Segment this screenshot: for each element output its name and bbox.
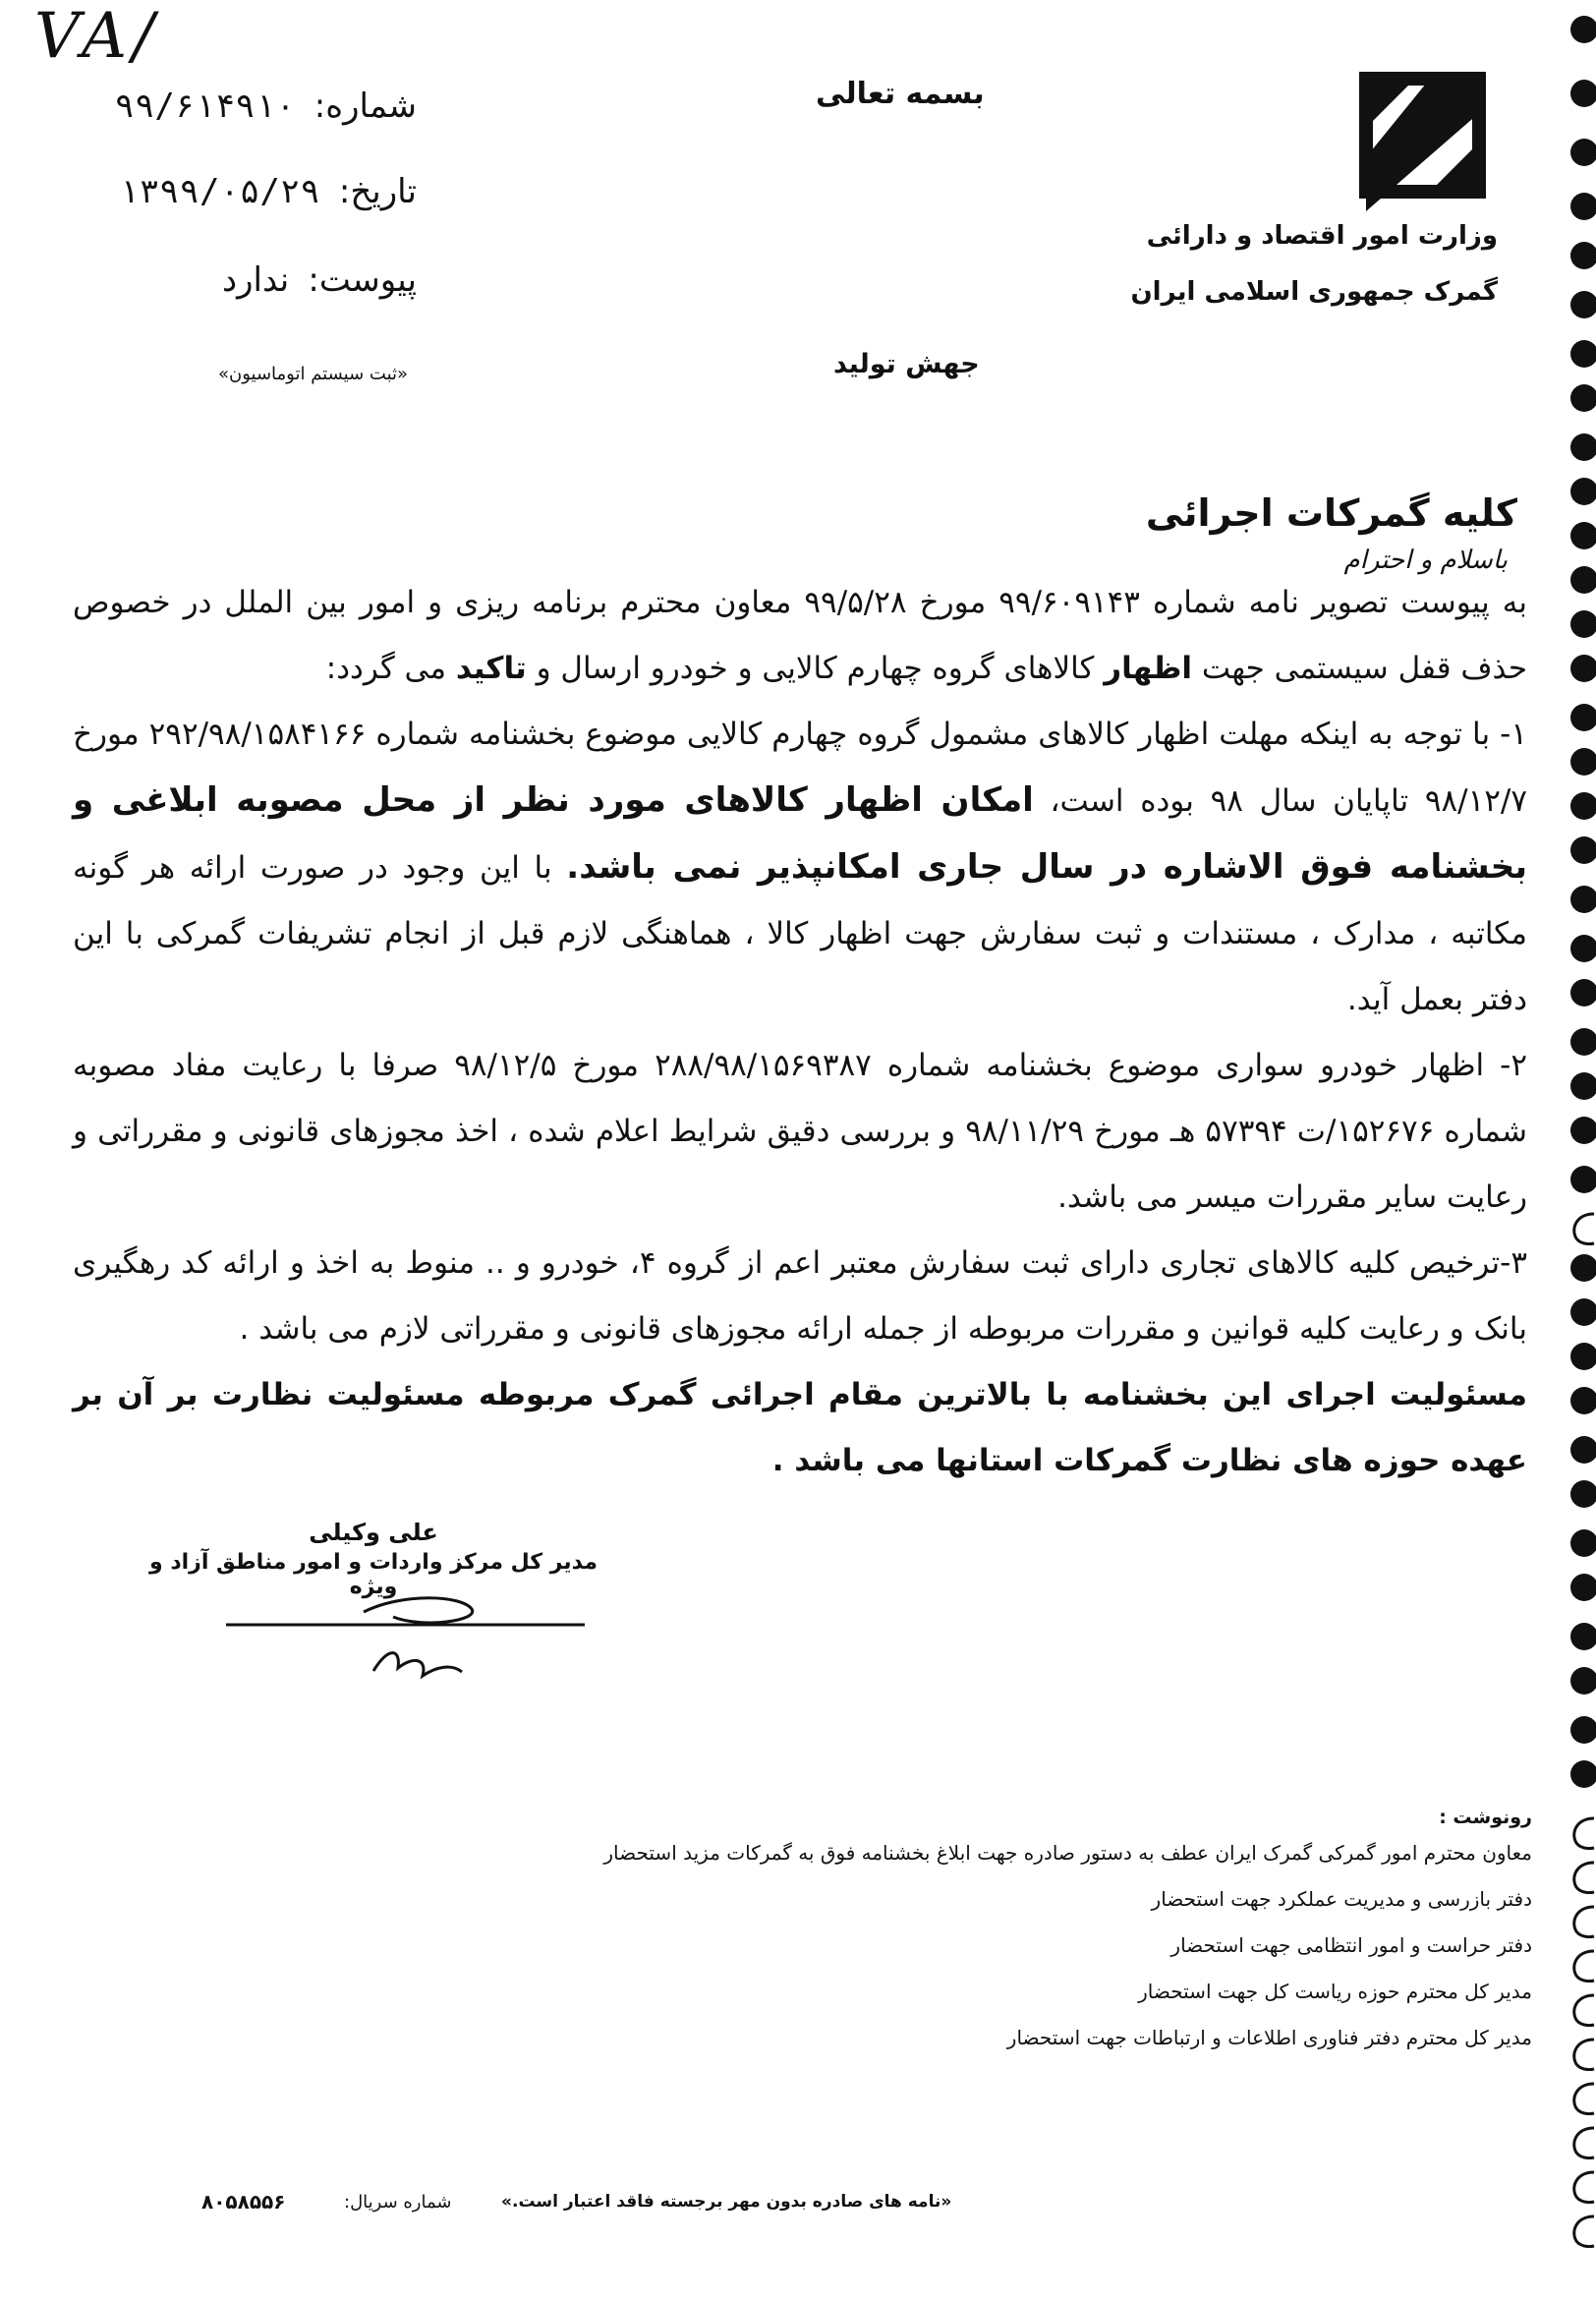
intro-text-3: می گردد: [325, 651, 446, 686]
handwritten-signature [226, 1578, 590, 1696]
cc-item: مدیر کل محترم حوزه ریاست کل جهت استحضار [1138, 1980, 1532, 2003]
cc-item: دفتر بازرسی و مدیریت عملکرد جهت استحضار [1151, 1887, 1532, 1911]
automation-registered-note: «ثبت سیستم اتوماسیون» [218, 364, 409, 384]
letter-date-value: ۱۳۹۹/۰۵/۲۹ [119, 172, 320, 211]
ministry-name: وزارت امور اقتصاد و دارائی [1146, 221, 1498, 251]
letter-attachment-row [222, 260, 417, 300]
item-1-text-2: با این وجود در صورت ارائه هر گونه مکاتبه ، مدارک ، مستندات و ثبت سفارش جهت اظهار کالا ، هماهنگی لازم قبل از انجام تشریفات گمرکی با این دفتر بعمل آید. [73, 850, 1527, 1017]
letter-number-value: ۹۹/۶۱۴۹۱۰ [114, 86, 296, 126]
customs-name: گمرک جمهوری اسلامی ایران [1130, 277, 1498, 307]
letter-number-row [114, 86, 417, 126]
letter-body [73, 570, 1527, 1494]
handwritten-mark: VA/ [34, 0, 160, 73]
cc-list [549, 1838, 1532, 2069]
intro-emphasis-1: اظهار [1104, 651, 1193, 686]
letter-attachment-label: پیوست: [308, 260, 417, 300]
letter-attachment-value: ندارد [221, 260, 290, 300]
signatory-title: مدیر کل مرکز واردات و امور مناطق آزاد و ویژه [148, 1550, 598, 1599]
bismillah: بسمه تعالی [816, 77, 985, 111]
binder-holes [1557, 0, 1596, 2300]
item-1-text: ۱- با توجه به اینکه مهلت اظهار کالاهای مشمول گروه چهارم کالایی موضوع بخشنامه شماره ۲۹۲/۹۸/۱۵۸۴۱۶۶ مورخ ۹۸/۱۲/۷ تاپایان سال ۹۸ بوده است، [73, 717, 1527, 819]
letter-date-row [119, 172, 417, 211]
intro-text: به پیوست تصویر نامه شماره ۹۹/۶۰۹۱۴۳ مورخ ۹۹/۵/۲۸ معاون محترم برنامه ریزی و امور بین الملل در خصوص حذف قفل سیستمی جهت [73, 585, 1528, 686]
cc-item: دفتر حراست و امور انتظامی جهت استحضار [1170, 1933, 1532, 1957]
serial-label: شماره سریال: [344, 2192, 452, 2213]
item-1-paragraph [73, 702, 1527, 1033]
cc-item: مدیر کل محترم دفتر فناوری اطلاعات و ارتباطات جهت استحضار [1006, 2026, 1532, 2049]
item-1-emphasis: امکان اظهار کالاهای مورد نظر از محل مصوبه ابلاغی و بخشنامه فوق الاشاره در سال جاری امکانپذیر نمی باشد. [73, 780, 1527, 887]
intro-emphasis-2: تاکید [455, 651, 527, 686]
validity-note: «نامه های صادره بدون مهر برجسته فاقد اعتبار است.» [501, 2192, 952, 2212]
customs-logo [1346, 59, 1499, 211]
responsibility-paragraph: مسئولیت اجرای این بخشنامه با بالاترین مقام اجرائی گمرک مربوطه مسئولیت نظارت بر آن بر عهده حوزه های نظارت گمرکات استانها می باشد . [73, 1377, 1527, 1478]
letter-number-label: شماره: [314, 86, 417, 126]
serial-value: ۸۰۵۸۵۵۶ [201, 2190, 286, 2214]
letter-purpose: جهش تولید [833, 349, 980, 379]
item-3-paragraph: ۳-ترخیص کلیه کالاهای تجاری دارای ثبت سفارش معتبر اعم از گروه ۴، خودرو و .. منوط به اخذ و ارائه کد رهگیری بانک و رعایت کلیه قوانین و مقررات مربوطه از جمله ارائه مجوزهای قانونی و مقرراتی لازم می باشد . [73, 1245, 1527, 1347]
cc-item: معاون محترم امور گمرکی گمرک ایران عطف به دستور صادره جهت ابلاغ بخشنامه فوق به گمرکات مزید استحضار [603, 1841, 1532, 1865]
greeting: باسلام و احترام [1343, 546, 1508, 575]
recipient: کلیه گمرکات اجرائی [1145, 491, 1517, 535]
cc-heading: رونوشت : [1439, 1807, 1532, 1828]
item-2-paragraph: ۲- اظهار خودرو سواری موضوع بخشنامه شماره ۲۸۸/۹۸/۱۵۶۹۳۸۷ مورخ ۹۸/۱۲/۵ صرفا با رعایت مفاد مصوبه شماره ۱۵۲۶۷۶/ت ۵۷۳۹۴ هـ مورخ ۹۸/۱۱/۲۹ و بررسی دقیق شرایط اعلام شده ، اخذ مجوزهای قانونی و مقرراتی و رعایت سایر مقررات میسر می باشد. [73, 1048, 1528, 1215]
intro-paragraph [73, 570, 1527, 702]
intro-text-2: کالاهای گروه چهارم کالایی و خودرو ارسال و [536, 651, 1095, 686]
signatory-name: علی وکیلی [309, 1519, 438, 1546]
letter-date-label: تاریخ: [338, 172, 417, 211]
